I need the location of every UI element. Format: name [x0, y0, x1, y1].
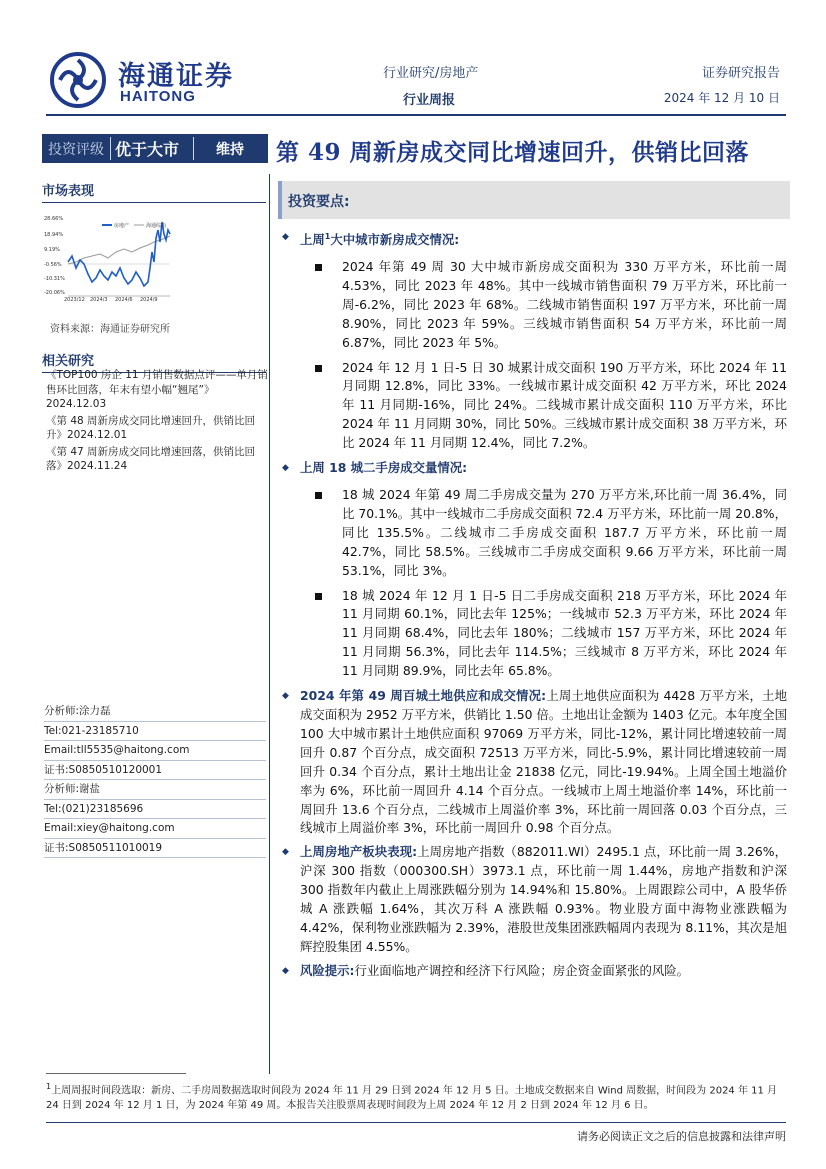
haitong-logo-icon: [50, 52, 106, 108]
key-points-bar: [278, 181, 790, 219]
section-heading-text: 2024 年第 49 周百城土地供应和成交情况:: [300, 688, 547, 704]
x-tick: 2024/6: [115, 297, 133, 303]
paragraph-new-homes-month: 2024 年 12 月 1 日-5 日 30 城累计成交面积 190 万平方米，环比 2024 年 11 月同期 12.8%，同比 33%。一线城市累计成交面积 42 万平方米，环比 2024 年 11 月同期-16%，同比 24%。二线城市累计成交面积 110 万平方米，环比 2024 年 11 月同期 30%，同比 50%。三线城市累计成交面积 38 万平方米，环比 2024 年 11 月同期 12.4%，同比 7.2%。: [282, 359, 787, 454]
report-category: 行业研究/房地产: [383, 66, 479, 81]
market-performance-heading: 市场表现: [42, 180, 266, 203]
sector-series-line: [68, 222, 170, 286]
x-tick: 2023/12: [64, 297, 85, 303]
section-land-supply: [282, 687, 787, 838]
analyst-name: 分析师:涂力磊: [44, 702, 266, 722]
section-heading-new-homes: [282, 228, 787, 250]
section-heading-text: 上周房地产板块表现:: [300, 844, 418, 860]
page-title: 第 49 周新房成交同比增速回升，供销比回落: [276, 139, 750, 166]
legend-index: 海通综指: [146, 223, 167, 229]
key-points-title: 投资要点:: [288, 194, 350, 210]
investment-rating-box: [42, 134, 268, 163]
main-content: [282, 228, 787, 986]
footnote-text: 上周周报时间段选取：新房、二手房周数据选取时间段为 2024 年 11 月 29 日到 2024 年 12 月 5 日。土地成交数据来自 Wind 周数据，时间段为 2024 年 11 月 24 日到 2024 年 12 月 1 日，为 2024 年第 49 周。本报告关注股票周表现时间段为上周 2024 年 12 月 2 日到 2024 年 12 月 6 日。: [46, 1085, 778, 1112]
x-tick: 2024/3: [90, 297, 108, 303]
y-tick: -20.06%: [44, 290, 65, 296]
section-heading-text: 上周 18 城二手房成交量情况:: [300, 460, 468, 476]
x-tick: 2024/9: [140, 297, 158, 303]
chart-source: 资料来源：海通证券研究所: [50, 324, 170, 335]
rating-value: 优于大市: [110, 137, 194, 160]
analyst-contacts: [44, 702, 266, 858]
paragraph-second-hand-month: 18 城 2024 年 12 月 1 日-5 日二手房成交面积 218 万平方米，环比 2024 年 11 月同期 60.1%，同比去年 125%；一线城市 52.3 万平方米，环比 2024 年 11 月同期 68.4%，同比去年 180%；二线城市 157 万平方米，环比 2024 年 11 月同期 56.3%，同比去年 114.5%；三线城市 8 万平方米，环比 2024 年 11 月同期 89.9%，同比去年 65.8%。: [282, 587, 787, 682]
paragraph-new-homes-weekly: 2024 年第 49 周 30 大中城市新房成交面积为 330 万平方米，环比前一周 4.53%，同比 2023 年 48%。其中一线城市销售面积 79 万平方米，环比前一周-6.2%，同比 2023 年 68%。二线城市销售面积 197 万平方米，环比前一周 8.90%，同比 2023 年 59%。三线城市销售面积 54 万平方米，环比前一周 6.87%，同比 2023 年 5%。: [282, 258, 787, 353]
y-tick: 28.66%: [44, 216, 64, 222]
y-tick: 18.94%: [44, 232, 64, 238]
section-body-text: 上周土地供应面积为 4428 万平方米，土地成交面积为 2952 万平方米，供销比 1.50 倍。土地出让金额为 1403 亿元。本年度全国 100 大中城市累计土地供应面积 97069 万平方米，同比-12%，累计同比增速较前一周回升 0.87 个百分点，成交面积 72513 万平方米，同比-5.9%，累计同比增速较前一周回升 0.34 个百分点，累计土地出让金 21838 亿元，同比-19.94%。上周全国土地溢价率为 6%，环比前一周回升 4.14 个百分点。一线城市上周土地溢价率 14%，环比前一周回升 13.6 个百分点，二线城市上周溢价率 3%，环比前一周回落 0.03 个百分点，三线城市上周溢价率 3%，环比前一周回升 0.98 个百分点。: [300, 688, 787, 836]
analyst-tel: Tel:(021)23185696: [44, 800, 266, 820]
report-type: 行业周报: [403, 93, 456, 108]
footnote-number: 1: [46, 1082, 52, 1091]
y-tick: -10.31%: [44, 276, 65, 282]
logo-chinese-name: 海通证券: [118, 61, 234, 92]
y-tick: -0.56%: [44, 262, 62, 268]
section-heading-text: 上周: [300, 232, 325, 248]
footnote-ref[interactable]: 1: [324, 232, 331, 241]
analyst-cert: 证书:S0850511010019: [44, 839, 266, 859]
related-research-item[interactable]: 《第 47 周新房成交同比增速回落，供销比回落》2024.11.24: [46, 445, 256, 472]
section-body-text: 上周房地产指数（882011.WI）2495.1 点，环比前一周 3.26%，沪深 300 指数（000300.SH）3973.1 点，环比前一周 1.44%，房地产指数和沪深 300 指数年内截止上周涨跌幅分别为 14.94%和 15.80%。上周跟踪公司中，A 股华侨城 A 涨跌幅 1.64%，其次万科 A 涨跌幅 0.93%。物业股方面中海物业涨跌幅为 4.42%，保利物业涨跌幅为 2.39%，港股世茂集团涨跌幅周内表现为 8.11%，其次是旭辉控股集团 4.55%。: [300, 844, 787, 954]
legend-sector: 房地产: [114, 223, 130, 229]
rating-label: 投资评级: [48, 141, 104, 158]
report-date: 2024 年 12 月 10 日: [663, 91, 780, 105]
analyst-cert: 证书:S0850510120001: [44, 761, 266, 781]
section-body-text: 行业面临地产调控和经济下行风险；房企资金面紧张的风险。: [354, 962, 690, 978]
related-research-heading: 相关研究: [42, 350, 266, 373]
report-label: 证券研究报告: [701, 66, 780, 81]
analyst-tel: Tel:021-23185710: [44, 722, 266, 742]
footnote: [46, 1079, 788, 1113]
analyst-email[interactable]: Email:tll5535@haitong.com: [44, 741, 266, 761]
related-research-list: [46, 368, 268, 476]
footnote-divider: [46, 1073, 186, 1074]
header-divider: [46, 114, 786, 116]
analyst-email[interactable]: Email:xiey@haitong.com: [44, 819, 266, 839]
footer-divider: [46, 1122, 786, 1123]
market-performance-chart: [44, 212, 174, 304]
related-research-item[interactable]: 《TOP100 房企 11 月销售数据点评——单月销售环比回落，年末有望小幅“翘尾”》2024.12.03: [46, 369, 268, 410]
logo-english-name: HAITONG: [120, 88, 196, 105]
paragraph-second-hand-weekly: 18 城 2024 年第 49 周二手房成交量为 270 万平方米,环比前一周 36.4%，同比 70.1%。其中一线城市二手房成交面积 72.4 万平方米，环比前一周 20.8%，同比 135.5%。二线城市二手房成交面积 187.7 万平方米，环比前一周 42.7%，同比 58.5%。三线城市二手房成交面积 9.66 万平方米，环比前一周 53.1%，同比 3%。: [282, 486, 787, 581]
column-divider: [269, 174, 270, 1074]
disclaimer: 请务必阅读正文之后的信息披露和法律声明: [577, 1130, 786, 1143]
analyst-name: 分析师:谢盐: [44, 780, 266, 800]
section-heading-second-hand: [282, 459, 787, 478]
y-tick: 9.19%: [44, 247, 60, 253]
section-sector-performance: [282, 843, 787, 956]
section-heading-text: 风险提示:: [300, 962, 355, 978]
section-risk: [282, 962, 787, 981]
rating-change: 维持: [216, 141, 245, 158]
section-heading-text: 大中城市新房成交情况:: [330, 232, 460, 248]
related-research-item[interactable]: 《第 48 周新房成交同比增速回升，供销比回升》2024.12.01: [46, 414, 256, 441]
